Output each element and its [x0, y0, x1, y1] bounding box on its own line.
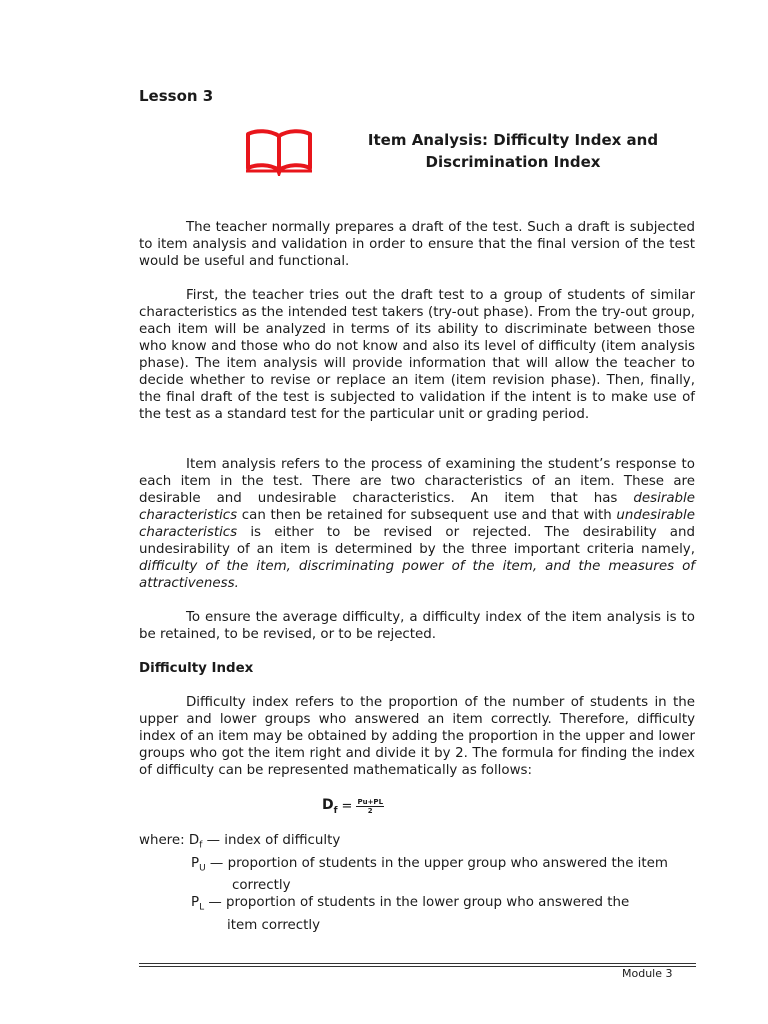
- definition-df: [139, 832, 695, 855]
- open-book-icon: [244, 128, 314, 176]
- pu-text: — proportion of students in the upper group who answered the item: [205, 855, 668, 871]
- footer-module-label: Module 3: [622, 967, 673, 980]
- definition-pl: [139, 894, 695, 917]
- p3-text-2: can then be retained for subsequent use and that with: [237, 508, 617, 523]
- formula-lhs: [322, 797, 338, 816]
- formula-denominator: 2: [367, 806, 373, 815]
- pu-label: P: [191, 855, 200, 871]
- formula-numerator: Pu+PL: [357, 797, 384, 806]
- df-text: — index of difficulty: [202, 833, 341, 848]
- pl-label: P: [191, 895, 200, 911]
- paragraph-3-text: [139, 456, 695, 592]
- formula-equals: =: [341, 798, 353, 814]
- definition-pu-continued: correctly: [232, 878, 291, 894]
- where-label: where: D: [139, 833, 200, 848]
- df-sub: f: [199, 840, 203, 851]
- lesson-title: [352, 129, 674, 173]
- title-line-1: Item Analysis: Difficulty Index and: [367, 131, 659, 149]
- paragraph-4-text: To ensure the average difficulty, a difficulty index of the item analysis is to be retained, to be revised, or to be rejected.: [139, 610, 695, 642]
- paragraph-4: [139, 609, 695, 643]
- footer-rule-bottom: [139, 966, 696, 967]
- p3-italic-1: desirable characteristics: [139, 491, 695, 523]
- pl-sub: L: [199, 903, 205, 914]
- paragraph-1-text: The teacher normally prepares a draft of the test. Such a draft is subjected to item analysis and validation in order to ensure that the final version of the test would be useful and functional.: [139, 220, 695, 269]
- paragraph-3: [139, 456, 695, 592]
- definition-pl-continued: item correctly: [227, 918, 321, 934]
- p3-text-3: is either to be revised or rejected. The desirability and undesirability of an item is determined by the three important criteria namely,: [139, 525, 695, 557]
- paragraph-5-text: Difficulty index refers to the proportion of the number of students in the upper and lower groups who answered an item correctly. Therefore, difficulty index of an item may be obtained by adding the proportion in the upper and lower groups who got the item right and divide it by 2. The formula for finding the index of difficulty can be represented mathematically as follows:: [139, 695, 695, 778]
- p3-text-1: Item analysis refers to the process of examining the student’s response to each item in the test. There are two characteristics of an item. These are desirable and undesirable characteristics. An item that has: [139, 457, 695, 506]
- paragraph-2: [139, 287, 695, 423]
- paragraph-2-text: First, the teacher tries out the draft test to a group of students of similar characteristics as the intended test takers (try-out phase). From the try-out group, each item will be analyzed in terms of its ability to discriminate between those who know and those who do not know and also its level of difficulty (item analysis phase). The item analysis will provide information that will allow the teacher to decide whether to revise or replace an item (item revision phase). Then, finally, the final draft of the test is subjected to validation if the intent is to make use of the test as a standard test for the particular unit or grading period.: [139, 288, 695, 422]
- title-line-2: Discrimination Index: [425, 153, 601, 171]
- difficulty-index-heading: Difficulty Index: [139, 661, 254, 676]
- formula-definitions: [139, 832, 695, 934]
- pu-sub: U: [199, 863, 206, 874]
- formula-d: D: [322, 797, 334, 813]
- p3-italic-2: undesirable characteristics: [139, 508, 695, 540]
- paragraph-1: [139, 219, 695, 270]
- footer-rule-top: [139, 963, 696, 964]
- definition-pu: [139, 855, 695, 878]
- paragraph-5: [139, 694, 695, 779]
- difficulty-formula: [322, 797, 384, 816]
- lesson-label: Lesson 3: [139, 87, 214, 105]
- p3-italic-3: difficulty of the item, discriminating power of the item, and the measures of attractiveness.: [139, 559, 695, 591]
- formula-d-sub: f: [333, 805, 338, 816]
- pl-text: — proportion of students in the lower group who answered the: [204, 895, 630, 911]
- formula-fraction: [356, 798, 384, 815]
